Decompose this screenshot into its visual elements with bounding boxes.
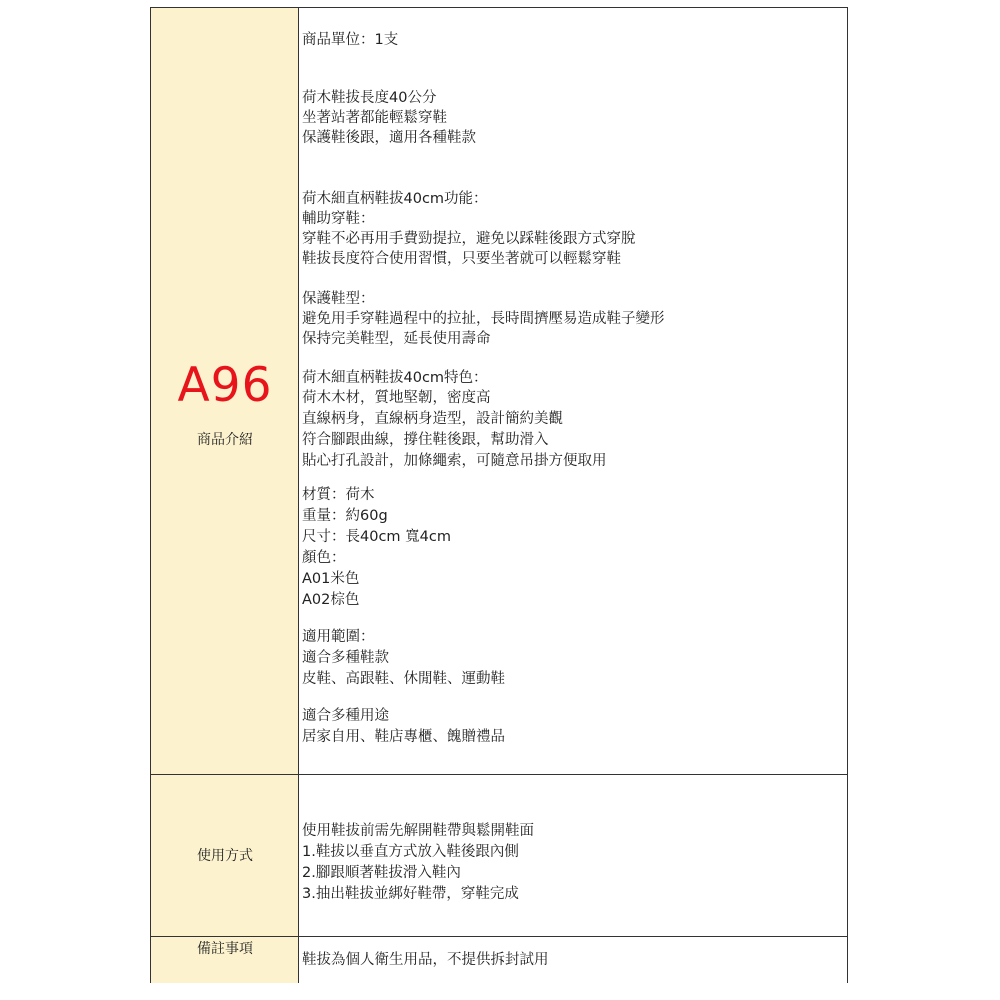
note-text: 鞋拔為個人衛生用品，不提供拆封試用 (302, 952, 549, 968)
notes-row (151, 937, 847, 983)
function-protect-line: 避免用手穿鞋過程中的拉扯，長時間擠壓易造成鞋子變形 (302, 311, 665, 327)
feature-line: 直線柄身，直線柄身造型，設計簡約美觀 (302, 411, 563, 427)
function-title: 荷木細直柄鞋拔40cm功能： (302, 191, 488, 207)
notes-label: 備註事項 (197, 941, 253, 957)
scope-line: 適合多種鞋款 (302, 650, 389, 666)
spec-line: A02棕色 (302, 592, 360, 608)
function-protect-heading: 保護鞋型： (302, 291, 375, 307)
spec-line: 重量：約60g (302, 508, 388, 524)
spec-line: A01米色 (302, 571, 360, 587)
uses-line: 居家自用、鞋店專櫃、餽贈禮品 (302, 729, 505, 745)
unit-text: 商品單位：1支 (302, 32, 399, 48)
usage-label-cell (151, 775, 299, 936)
function-assist-heading: 輔助穿鞋： (302, 211, 375, 227)
usage-row (151, 775, 847, 937)
usage-step: 2.腳跟順著鞋拔滑入鞋內 (302, 865, 461, 881)
notes-content (299, 937, 847, 983)
function-assist-line: 鞋拔長度符合使用習慣，只要坐著就可以輕鬆穿鞋 (302, 251, 621, 267)
feature-line: 符合腳跟曲線，撐住鞋後跟，幫助滑入 (302, 432, 549, 448)
spec-line: 尺寸：長40cm 寬4cm (302, 529, 451, 545)
summary-line: 坐著站著都能輕鬆穿鞋 (302, 110, 447, 126)
usage-content (299, 775, 847, 936)
spec-line: 顏色： (302, 550, 346, 566)
summary-line: 保護鞋後跟，適用各種鞋款 (302, 130, 476, 146)
uses-heading: 適合多種用途 (302, 708, 389, 724)
product-code: A96 (177, 358, 273, 413)
usage-label: 使用方式 (197, 848, 253, 864)
usage-step: 3.抽出鞋拔並綁好鞋帶，穿鞋完成 (302, 886, 519, 902)
intro-content (299, 8, 847, 774)
usage-step: 1.鞋拔以垂直方式放入鞋後跟內側 (302, 844, 519, 860)
feature-line: 貼心打孔設計，加條繩索，可隨意吊掛方便取用 (302, 453, 607, 469)
product-spec-table (150, 7, 848, 983)
features-heading: 荷木細直柄鞋拔40cm特色： (302, 370, 488, 386)
feature-line: 荷木木材，質地堅韌，密度高 (302, 390, 491, 406)
function-assist-line: 穿鞋不必再用手費勁提拉，避免以踩鞋後跟方式穿脫 (302, 231, 636, 247)
intro-label: 商品介紹 (197, 432, 253, 448)
function-protect-line: 保持完美鞋型，延長使用壽命 (302, 331, 491, 347)
notes-label-cell (151, 937, 299, 983)
scope-line: 皮鞋、高跟鞋、休閒鞋、運動鞋 (302, 671, 505, 687)
scope-heading: 適用範圍： (302, 629, 375, 645)
summary-line: 荷木鞋拔長度40公分 (302, 90, 437, 106)
intro-row (151, 8, 847, 775)
spec-line: 材質：荷木 (302, 487, 375, 503)
intro-label-cell (151, 8, 299, 774)
usage-step: 使用鞋拔前需先解開鞋帶與鬆開鞋面 (302, 823, 534, 839)
